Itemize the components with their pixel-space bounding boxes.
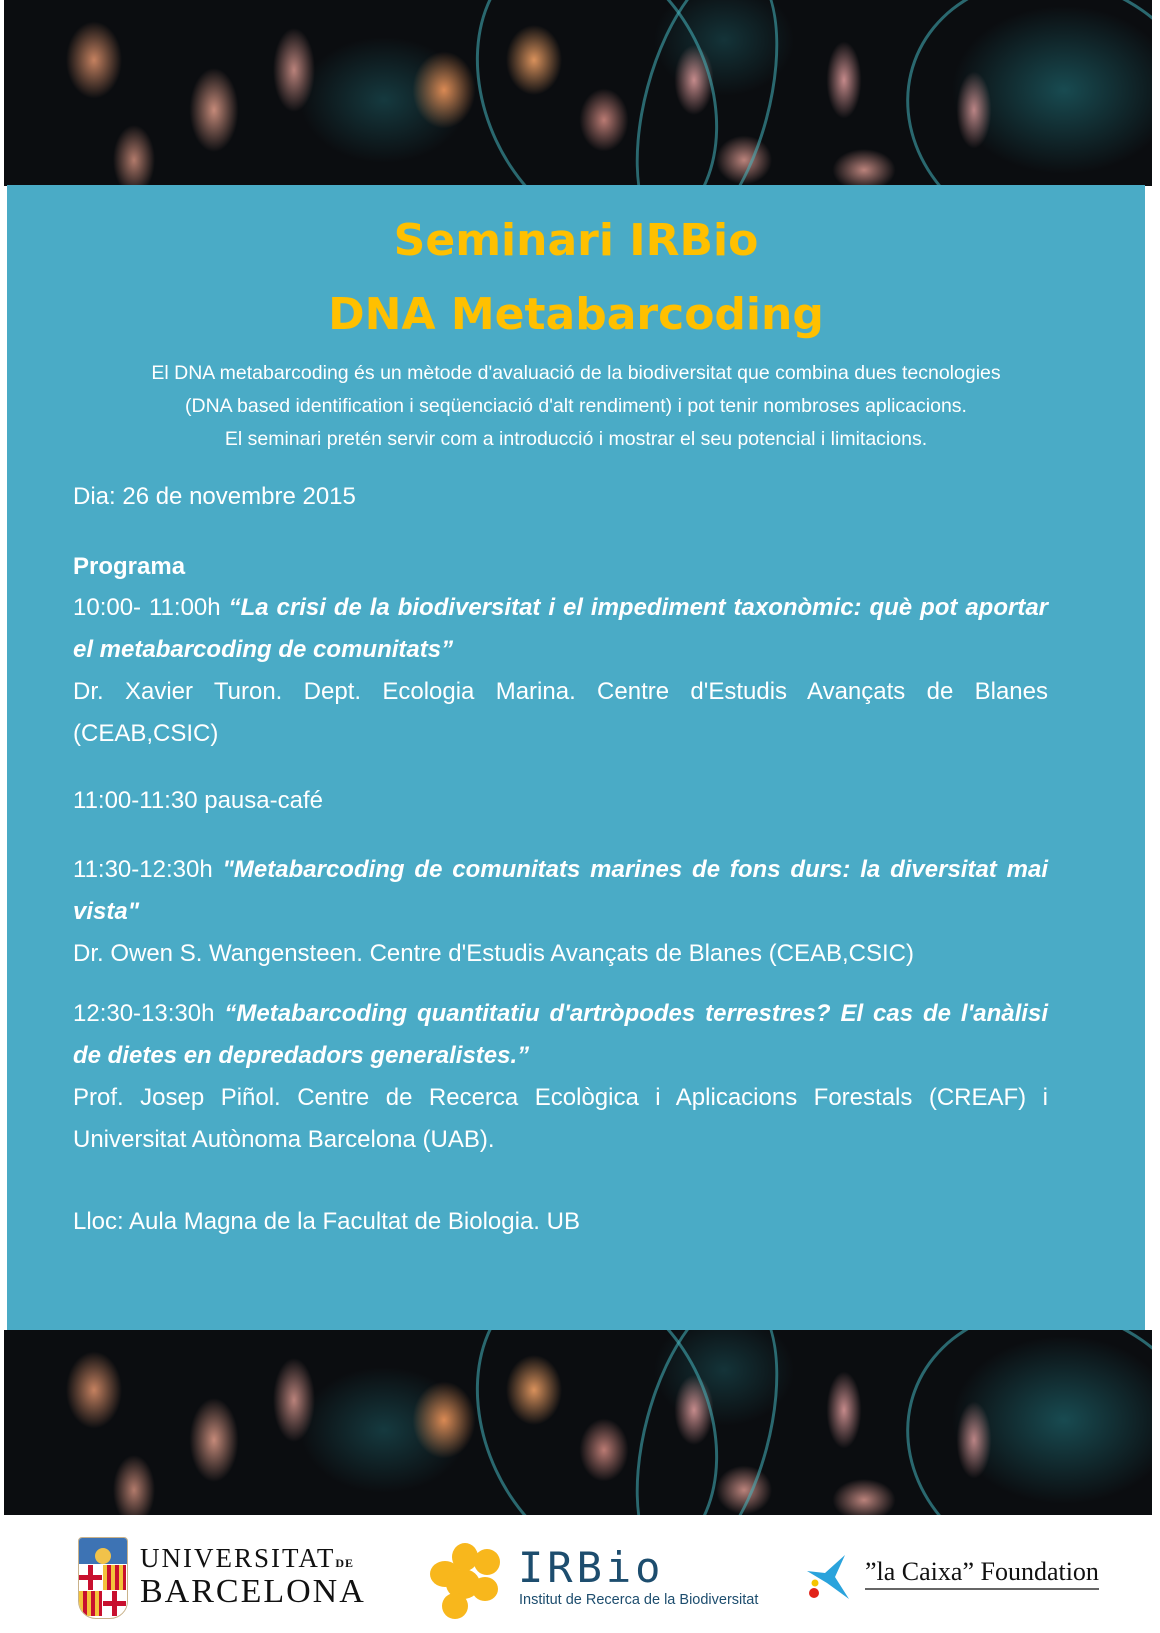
- ub-shield-icon: [78, 1537, 128, 1619]
- ub-name-line2: BARCELONA: [140, 1573, 366, 1610]
- session-talk-title: “Metabarcoding quantitatiu d'artròpodes terrestres? El cas de l'anàlisi de dietes en depredadors generalistes.”: [73, 1000, 1048, 1069]
- sponsor-logos: [0, 1515, 1160, 1633]
- intro-line: El seminari pretén servir com a introducció i mostrar el seu potencial i limitacions.: [224, 428, 928, 450]
- session-break-label: pausa-café: [204, 787, 323, 814]
- session-time: 11:30-12:30h: [73, 856, 213, 883]
- ub-name-de: DE: [335, 1556, 354, 1570]
- session-1: [73, 587, 1048, 755]
- session-time: 12:30-13:30h: [73, 1000, 215, 1027]
- session-talk-title: “La crisi de la biodiversitat i el impediment taxonòmic: què pot aportar el metabarcoding de comunitats”: [73, 594, 1049, 663]
- header-banner-image: [4, 0, 1152, 186]
- intro-line: (DNA based identification i seqüenciació d'alt rendiment) i pot tenir nombroses aplicacions.: [185, 395, 967, 417]
- seminar-subtitle: DNA Metabarcoding: [328, 289, 824, 340]
- seminar-title: Seminari IRBio: [393, 215, 759, 266]
- dna-helix-decoration: [868, 1330, 1152, 1516]
- session-3: [73, 993, 1048, 1161]
- event-date: Dia: 26 de novembre 2015: [73, 483, 356, 510]
- dna-helix-decoration: [868, 0, 1152, 186]
- session-speaker: Dr. Xavier Turon. Dept. Ecologia Marina. Centre d'Estudis Avançats de Blanes (CEAB,CSIC): [73, 678, 1048, 747]
- la-caixa-logo[interactable]: [805, 1555, 1125, 1615]
- irbio-subtitle: Institut de Recerca de la Biodiversitat: [519, 1592, 759, 1608]
- session-speaker: Dr. Owen S. Wangensteen. Centre d'Estudis Avançats de Blanes (CEAB,CSIC): [73, 940, 914, 967]
- session-break: [73, 780, 1048, 822]
- session-2: [73, 849, 1048, 975]
- intro-text: [7, 357, 1145, 456]
- intro-line: El DNA metabarcoding és un mètode d'avaluació de la biodiversitat que combina dues tecnologies: [151, 362, 1001, 384]
- footer-banner-image: [4, 1330, 1152, 1516]
- irbio-logo[interactable]: [422, 1535, 762, 1625]
- irbio-name: IRBio: [518, 1543, 665, 1592]
- la-caixa-star-icon: [805, 1555, 855, 1601]
- session-speaker: Prof. Josep Piñol. Centre de Recerca Ecològica i Aplicacions Forestals (CREAF) i Universitat Autònoma Barcelona (UAB).: [73, 1084, 1048, 1153]
- event-place: Lloc: Aula Magna de la Facultat de Biologia. UB: [73, 1208, 580, 1235]
- program-heading: Programa: [73, 553, 186, 580]
- session-time: 11:00-11:30: [73, 787, 198, 814]
- session-time: 10:00- 11:00h: [73, 594, 221, 621]
- ub-name-line1: UNIVERSITAT: [140, 1543, 336, 1573]
- la-caixa-name: ”la Caixa” Foundation: [865, 1557, 1099, 1590]
- seminar-info-panel: [7, 185, 1145, 1330]
- session-talk-title: "Metabarcoding de comunitats marines de fons durs: la diversitat mai vista": [73, 856, 1048, 925]
